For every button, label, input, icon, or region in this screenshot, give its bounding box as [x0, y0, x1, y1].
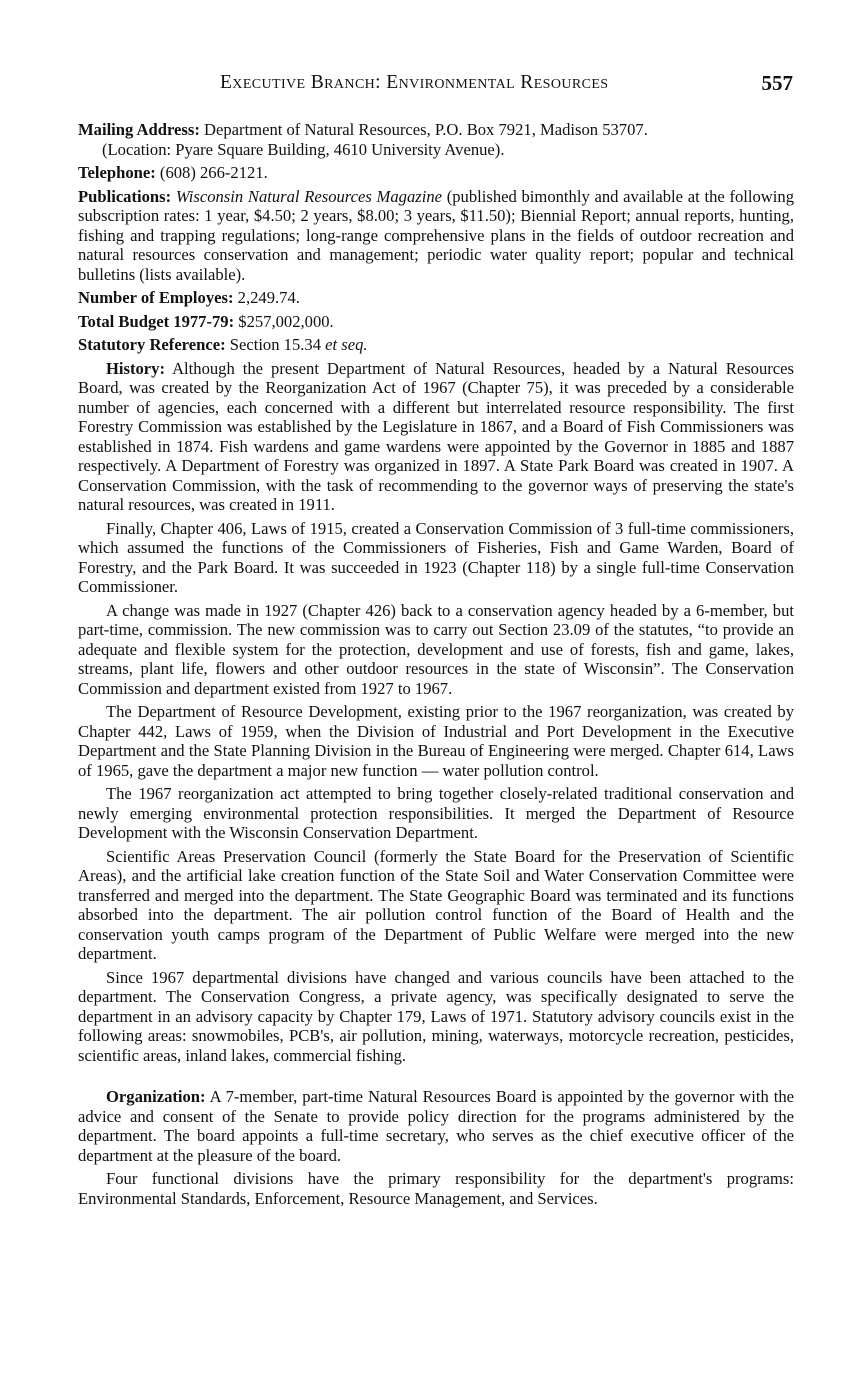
telephone-label: Telephone: — [78, 163, 156, 182]
statutory-reference — [78, 335, 794, 355]
total-budget — [78, 312, 794, 332]
statutory-value: Section 15.34 — [229, 335, 322, 354]
history-paragraph: The Department of Resource Development, existing prior to the 1967 reorganization, was created by Chapter 442, Laws of 1959, when the Division of Industrial and Port Development in the Executive Department and the State Planning Division in the Bureau of Engineering were merged. Chapter 614, Laws of 1965, gave the department a major new function — water pollution control. — [78, 702, 794, 780]
location-note: (Location: Pyare Square Building, 4610 University Avenue). — [102, 139, 505, 159]
history-paragraph: The 1967 reorganization act attempted to bring together closely-related traditional conservation and newly emerging environmental protection responsibilities. It merged the Department of Resource Development with the Wisconsin Conservation Department. — [78, 784, 794, 842]
telephone — [78, 163, 794, 183]
organization-paragraph: Four functional divisions have the primary responsibility for the department's programs: Environmental Standards, Enforcement, Resource Management, and Services. — [78, 1169, 794, 1208]
running-head-title: Executive Branch: Environmental Resources — [220, 72, 609, 93]
statutory-suffix: et seq. — [325, 335, 368, 354]
publications — [78, 187, 794, 285]
history-paragraph: Since 1967 departmental divisions have changed and various councils have been attached to the department. The Conservation Congress, a private agency, was specifically designated to serve the department in an advisory capacity by Chapter 179, Laws of 1971. Statutory advisory councils exist in the following areas: snowmobiles, PCB's, air pollution, mining, waterways, motorcycle recreation, pesticides, scientific areas, inland lakes, commercial fishing. — [78, 967, 794, 1065]
page-number: 557 — [761, 71, 793, 95]
running-head — [0, 72, 859, 102]
page-body — [78, 120, 794, 1212]
history-text-1: Although the present Department of Natural Resources, headed by a Natural Resources Board, was created by the Reorganization Act of 1967 (Chapter 75), it was preceded by a considerable number of agencies, each concerned with a different but interrelated resource responsibility. The first Forestry Commission was established by the Legislature in 1867, and a Board of Fish Commissioners was established in 1874. Fish wardens and game wardens were appointed by the Governor in 1885 and 1887 respectively. A Department of Forestry was organized in 1897. A State Park Board was created in 1907. A Conservation Commission, with the task of recommending to the governor ways of preserving the state's natural resources, was created in 1911. — [78, 358, 794, 514]
employes-value: 2,249.74. — [237, 288, 300, 307]
budget-label: Total Budget 1977-79: — [78, 311, 235, 331]
organization-label: Organization: — [106, 1087, 206, 1106]
publications-text: (published bimonthly and available at the following subscription rates: 1 year, $4.50; 2 years, $8.00; 3 years, $11.50); Biennial Report; annual reports, hunting, fishing and trapping regulations; long-range comprehensive plans in the fields of outdoor recreation and natural resources conservation and management; periodic water quality report; popular and technical bulletins (lists available). — [78, 186, 794, 284]
history-label: History: — [106, 358, 165, 378]
mailing-address-label: Mailing Address: — [78, 120, 200, 139]
organization-paragraph — [78, 1087, 794, 1165]
mailing-address — [78, 120, 794, 159]
publications-magazine-title: Wisconsin Natural Resources Magazine — [175, 186, 442, 206]
mailing-address-value: Department of Natural Resources, P.O. Box 7921, Madison 53707. — [204, 120, 648, 139]
employes-label: Number of Employes: — [78, 288, 234, 307]
history-paragraph: Scientific Areas Preservation Council (formerly the State Board for the Preservation of Scientific Areas), and the artificial lake creation function of the State Soil and Water Conservation Committee were transferred and merged into the department. The State Geographic Board was terminated and its functions absorbed into the department. The air pollution control function of the Board of Health and the conservation youth camps program of the Department of Public Welfare were merged into the new department. — [78, 846, 794, 963]
publications-label: Publications: — [78, 186, 172, 206]
number-of-employes — [78, 288, 794, 308]
history-paragraph — [78, 359, 794, 515]
statutory-label: Statutory Reference: — [78, 335, 226, 354]
budget-value: $257,002,000. — [238, 311, 334, 331]
telephone-value: (608) 266-2121. — [159, 163, 268, 182]
history-paragraph: Finally, Chapter 406, Laws of 1915, created a Conservation Commission of 3 full-time commissioners, which assumed the functions of the Commissioners of Fisheries, Fish and Game Warden, Board of Forestry, and the Park Board. It was succeeded in 1923 (Chapter 118) by a single full-time Conservation Commissioner. — [78, 518, 794, 596]
organization-text-1: A 7-member, part-time Natural Resources Board is appointed by the governor with the advice and consent of the Senate to provide policy direction for the programs administered by the department. The board appoints a full-time secretary, who serves as the chief executive officer of the department at the pleasure of the board. — [78, 1087, 795, 1165]
history-paragraph: A change was made in 1927 (Chapter 426) back to a conservation agency headed by a 6-member, but part-time, commission. The new commission was to carry out Section 23.09 of the statutes, “to provide an adequate and flexible system for the protection, development and use of forests, fish and game, lakes, streams, plant life, flowers and other outdoor resources in the state of Wisconsin”. The Conservation Commission and department existed from 1927 to 1967. — [78, 600, 794, 698]
